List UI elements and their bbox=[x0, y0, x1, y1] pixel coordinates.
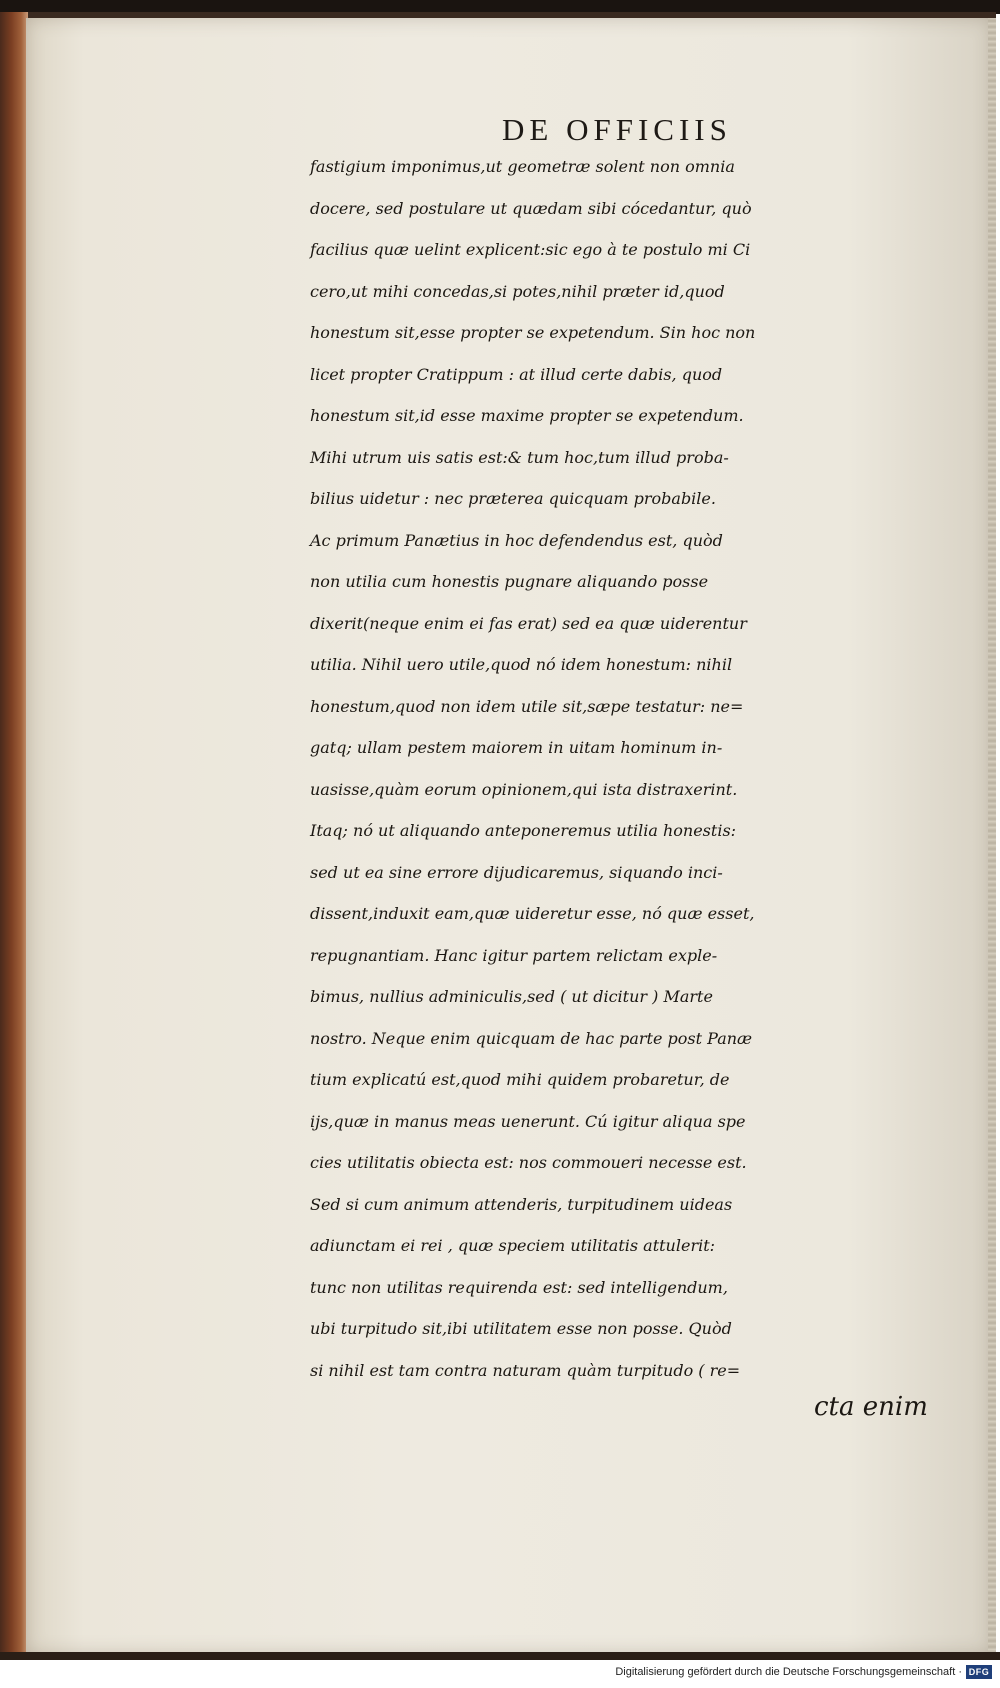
text-line: Itaq; nó ut aliquando anteponeremus utilia honestis: bbox=[310, 821, 737, 840]
text-line: Mihi utrum uis satis est:& tum hoc,tum illud proba- bbox=[310, 447, 729, 467]
text-line: uasisse,quàm eorum opinionem,qui ista distraxerint. bbox=[310, 779, 738, 799]
text-line: dixerit(neque enim ei fas erat) sed ea quæ uiderentur bbox=[310, 613, 747, 633]
text-line: bimus, nullius adminiculis,sed ( ut dicitur ) Marte bbox=[310, 987, 713, 1006]
text-line: tunc non utilitas requirenda est: sed intelligendum, bbox=[310, 1277, 728, 1297]
text-line: licet propter Cratippum : at illud certe dabis, quod bbox=[310, 364, 723, 384]
text-line: bilius uidetur : nec præterea quicquam probabile. bbox=[310, 489, 716, 508]
bottom-edge bbox=[0, 1652, 1000, 1660]
text-line: honestum sit,esse propter se expetendum. Sin hoc non bbox=[310, 323, 756, 342]
text-line: fastigium imponimus,ut geometræ solent non omnia bbox=[310, 157, 735, 176]
digitization-footer bbox=[0, 1660, 1000, 1688]
dfg-logo: DFG bbox=[966, 1665, 992, 1679]
running-head: DE OFFICIIS bbox=[502, 112, 732, 147]
text-line: ijs,quæ in manus meas uenerunt. Cú igitur aliqua spe bbox=[310, 1111, 746, 1131]
text-line: tium explicatú est,quod mihi quidem probaretur, de bbox=[310, 1070, 730, 1089]
text-line: honestum sit,id esse maxime propter se expetendum. bbox=[310, 406, 744, 425]
text-line: gatq; ullam pestem maiorem in uitam hominum in- bbox=[310, 738, 723, 757]
text-line: utilia. Nihil uero utile,quod nó idem honestum: nihil bbox=[310, 655, 733, 674]
text-line: ubi turpitudo sit,ibi utilitatem esse non posse. Quòd bbox=[310, 1319, 732, 1338]
text-line: si nihil est tam contra naturam quàm turpitudo ( re= bbox=[310, 1360, 741, 1380]
text-line: docere, sed postulare ut quædam sibi cócedantur, quò bbox=[310, 198, 752, 218]
text-line: nostro. Neque enim quicquam de hac parte post Panæ bbox=[310, 1028, 753, 1048]
text-line: non utilia cum honestis pugnare aliquando posse bbox=[310, 572, 709, 591]
text-line: repugnantiam. Hanc igitur partem relictam exple- bbox=[310, 945, 718, 965]
text-line: honestum,quod non idem utile sit,sæpe testatur: ne= bbox=[310, 696, 744, 716]
text-line: dissent,induxit eam,quæ uideretur esse, nó quæ esset, bbox=[310, 904, 755, 923]
text-line: adiunctam ei rei , quæ speciem utilitatis attulerit: bbox=[310, 1236, 716, 1255]
funding-credit: Digitalisierung gefördert durch die Deutsche Forschungsgemeinschaft · bbox=[615, 1666, 962, 1678]
text-line: Sed si cum animum attenderis, turpitudinem uideas bbox=[310, 1194, 733, 1214]
text-line: sed ut ea sine errore dijudicaremus, siquando inci- bbox=[310, 862, 723, 882]
text-line: cies utilitatis obiecta est: nos commoueri necesse est. bbox=[310, 1153, 747, 1172]
catchword: cta enim bbox=[814, 1392, 928, 1422]
text-line: cero,ut mihi concedas,si potes,nihil præter id,quod bbox=[310, 281, 725, 301]
text-line: facilius quæ uelint explicent:sic ego à te postulo mi Ci bbox=[310, 240, 751, 259]
text-line: Ac primum Panætius in hoc defendendus est, quòd bbox=[310, 530, 723, 550]
body-text bbox=[310, 146, 960, 1391]
page-fore-edge bbox=[988, 18, 996, 1654]
book-binding bbox=[0, 12, 28, 1654]
